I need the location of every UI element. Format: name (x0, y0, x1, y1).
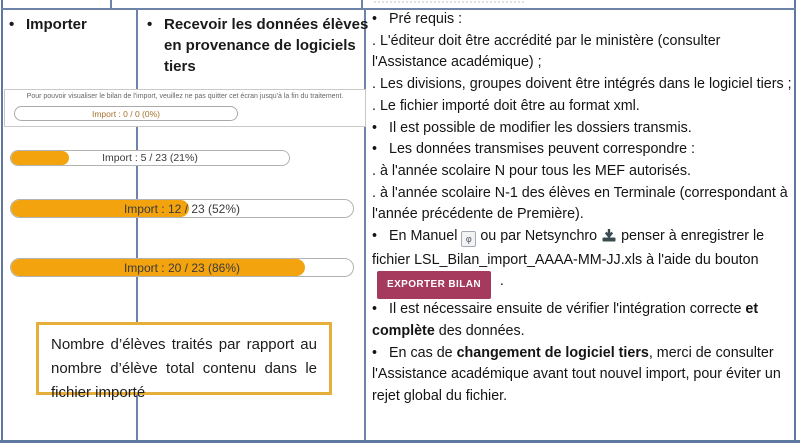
progress-label: Import : 5 / 23 (21%) (102, 152, 198, 164)
note-text: Nombre d’élèves traités par rapport au nombre d’élève total contenu dans le fichier importé (51, 336, 317, 401)
text-segment: . à l'année scolaire N pour tous les MEF autorisés. (372, 162, 691, 179)
text-segment: . Les divisions, groupes doivent être intégrés dans le logiciel tiers ; (372, 76, 792, 93)
cell-importer (9, 14, 141, 35)
text-segment: ou par Netsynchro (476, 228, 602, 245)
text-line (372, 9, 794, 31)
prev-row-divider-1 (110, 0, 112, 8)
text-segment: En Manuel (389, 228, 462, 245)
progress-label: Import : 20 / 23 (86%) (123, 260, 241, 275)
text-segment: En cas de (389, 344, 457, 361)
text-segment: Il est possible de modifier les dossiers transmis. (389, 119, 692, 136)
text-segment: Les données transmises peuvent correspondre : (389, 141, 695, 158)
text-segment: . à l'année scolaire N-1 des élèves en Terminale (correspondant à l'année précédente de Première). (372, 184, 788, 223)
table-bottom-border (0, 440, 800, 443)
text-segment: penser à enregistrer le fichier LSL_Bilan_import_AAAA-MM-JJ.xls à l'aide du bouton (372, 228, 765, 268)
text-segment: . (495, 273, 504, 290)
text-segment: Il est nécessaire ensuite de vérifier l'intégration correcte (389, 301, 746, 318)
requirements-list (372, 9, 794, 408)
note-box (36, 322, 332, 401)
importer-heading: Importer (26, 16, 87, 33)
text-segment: des données. (434, 322, 525, 339)
progress-bar-52 (10, 199, 354, 218)
text-line (372, 183, 794, 226)
text-segment: , merci de consulter l'Assistance académique avant tout nouvel import, pour éviter un rejet global du fichier. (372, 344, 781, 404)
text-line (372, 299, 794, 342)
manual-import-icon[interactable]: φ (461, 231, 476, 247)
text-line (372, 118, 794, 140)
text-segment: . Le fichier importé doit être au format xml. (372, 97, 640, 114)
text-line (372, 31, 794, 74)
exporter-bilan-button[interactable]: EXPORTER BILAN (377, 271, 491, 299)
bullet-icon: • (372, 228, 378, 245)
bullet-icon: • (9, 16, 15, 33)
prev-row-divider-2 (361, 0, 363, 8)
bullet-icon: • (372, 119, 378, 136)
table-left-border (1, 0, 3, 443)
text-line (372, 74, 794, 96)
text-segment: changement de logiciel tiers (456, 344, 649, 361)
text-line (372, 343, 794, 408)
text-line (372, 226, 794, 299)
text-segment: Pré requis : (389, 11, 463, 27)
text-line (372, 161, 794, 183)
netsynchro-download-icon[interactable] (601, 228, 617, 250)
text-segment: et complète (372, 301, 759, 339)
text-line (372, 96, 794, 118)
cell-recevoir (147, 14, 372, 77)
bullet-icon: • (372, 141, 378, 158)
progress-label: Import : 0 / 0 (0%) (91, 108, 161, 119)
text-segment: . L'éditeur doit être accrédité par le ministère (consulter l'Assistance académique) ; (372, 32, 721, 71)
bullet-icon: • (372, 344, 378, 361)
progress-label: Import : 12 / 23 (52%) (123, 201, 241, 216)
bullet-icon: • (372, 11, 378, 27)
progress-bar-0 (14, 106, 238, 121)
table-right-border (794, 0, 796, 443)
bullet-icon: • (147, 16, 153, 33)
recevoir-heading: Recevoir les données élèves en provenance de logiciels tiers (164, 16, 369, 75)
progress-bar-86 (10, 258, 354, 277)
progress-bar-21 (10, 150, 290, 166)
bullet-icon: • (372, 301, 378, 318)
cropped-text-remnant (374, 1, 524, 3)
text-line (372, 139, 794, 161)
import-wait-caption: Pour pouvoir visualiser le bilan de l'import, veuillez ne pas quitter cet écran jusqu'à la fin du traitement. (26, 93, 344, 100)
import-status-panel (4, 89, 366, 127)
